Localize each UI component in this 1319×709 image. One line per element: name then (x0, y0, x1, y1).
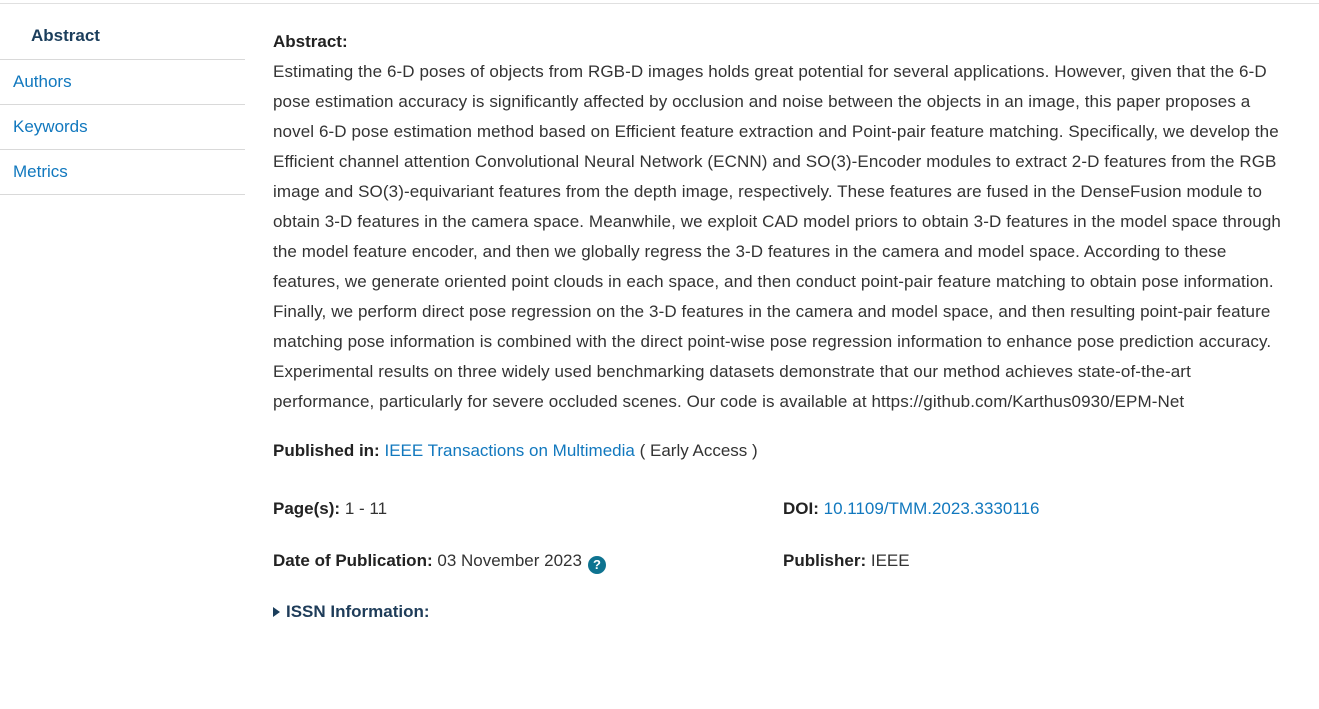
published-in-label: Published in: (273, 441, 380, 460)
sidebar-item-keywords[interactable]: Keywords (0, 105, 245, 150)
pages-value: 1 - 11 (344, 499, 388, 518)
publisher-label: Publisher: (783, 551, 867, 570)
pages-label: Page(s): (273, 499, 341, 518)
document-page (0, 4, 1319, 622)
sidebar-item-abstract[interactable]: Abstract (0, 4, 245, 60)
publisher-value: IEEE (870, 551, 910, 570)
sidebar-item-metrics[interactable]: Metrics (0, 150, 245, 195)
metadata-grid (273, 497, 1291, 574)
abstract-section (273, 4, 1291, 622)
doi-label: DOI: (783, 499, 819, 518)
pages-row (273, 497, 783, 521)
publication-date-value: 03 November 2023 (437, 551, 582, 570)
document-nav-sidebar (0, 4, 245, 195)
doi-link[interactable]: 10.1109/TMM.2023.3330116 (823, 499, 1040, 518)
sidebar-item-authors[interactable]: Authors (0, 60, 245, 105)
publication-date-row (273, 549, 783, 574)
abstract-heading: Abstract: (273, 32, 348, 51)
help-icon[interactable]: ? (588, 556, 606, 574)
issn-information-label: ISSN Information: (286, 602, 430, 621)
abstract-text: Estimating the 6-D poses of objects from RGB-D images holds great potential for several applications. However, given that the 6-D pose estimation accuracy is significantly affected by occlusion and noise between the objects in an image, this paper proposes a novel 6-D pose estimation method based on Efficient feature extraction and Point-pair feature matching. Specifically, we develop the Efficient channel attention Convolutional Neural Network (ECNN) and SO(3)-Encoder modules to extract 2-D features from the RGB image and SO(3)-equivariant features from the depth image, respectively. These features are fused in the DenseFusion module to obtain 3-D features in the camera space. Meanwhile, we exploit CAD model priors to obtain 3-D features in the model space through the model feature encoder, and then we globally regress the 3-D features in the camera and model space. According to these features, we generate oriented point clouds in each space, and then conduct point-pair feature matching to obtain pose information. Finally, we perform direct pose regression on the 3-D features in the camera and model space, and then resulting point-pair feature matching pose information is combined with the direct point-wise pose regression information to enhance pose prediction accuracy. Experimental results on three widely used benchmarking datasets demonstrate that our method achieves state-of-the-art performance, particularly for severe occluded scenes. Our code is available at https://github.com/Karthus0930/EPM-Net (273, 62, 1281, 411)
publisher-row (783, 549, 1291, 574)
published-in-row (273, 439, 1291, 463)
journal-link[interactable]: IEEE Transactions on Multimedia (384, 441, 635, 460)
publication-date-label: Date of Publication: (273, 551, 433, 570)
doi-row (783, 497, 1291, 521)
chevron-right-icon (273, 607, 280, 617)
early-access-text: ( Early Access ) (639, 441, 758, 460)
issn-information-toggle[interactable] (273, 602, 1291, 622)
